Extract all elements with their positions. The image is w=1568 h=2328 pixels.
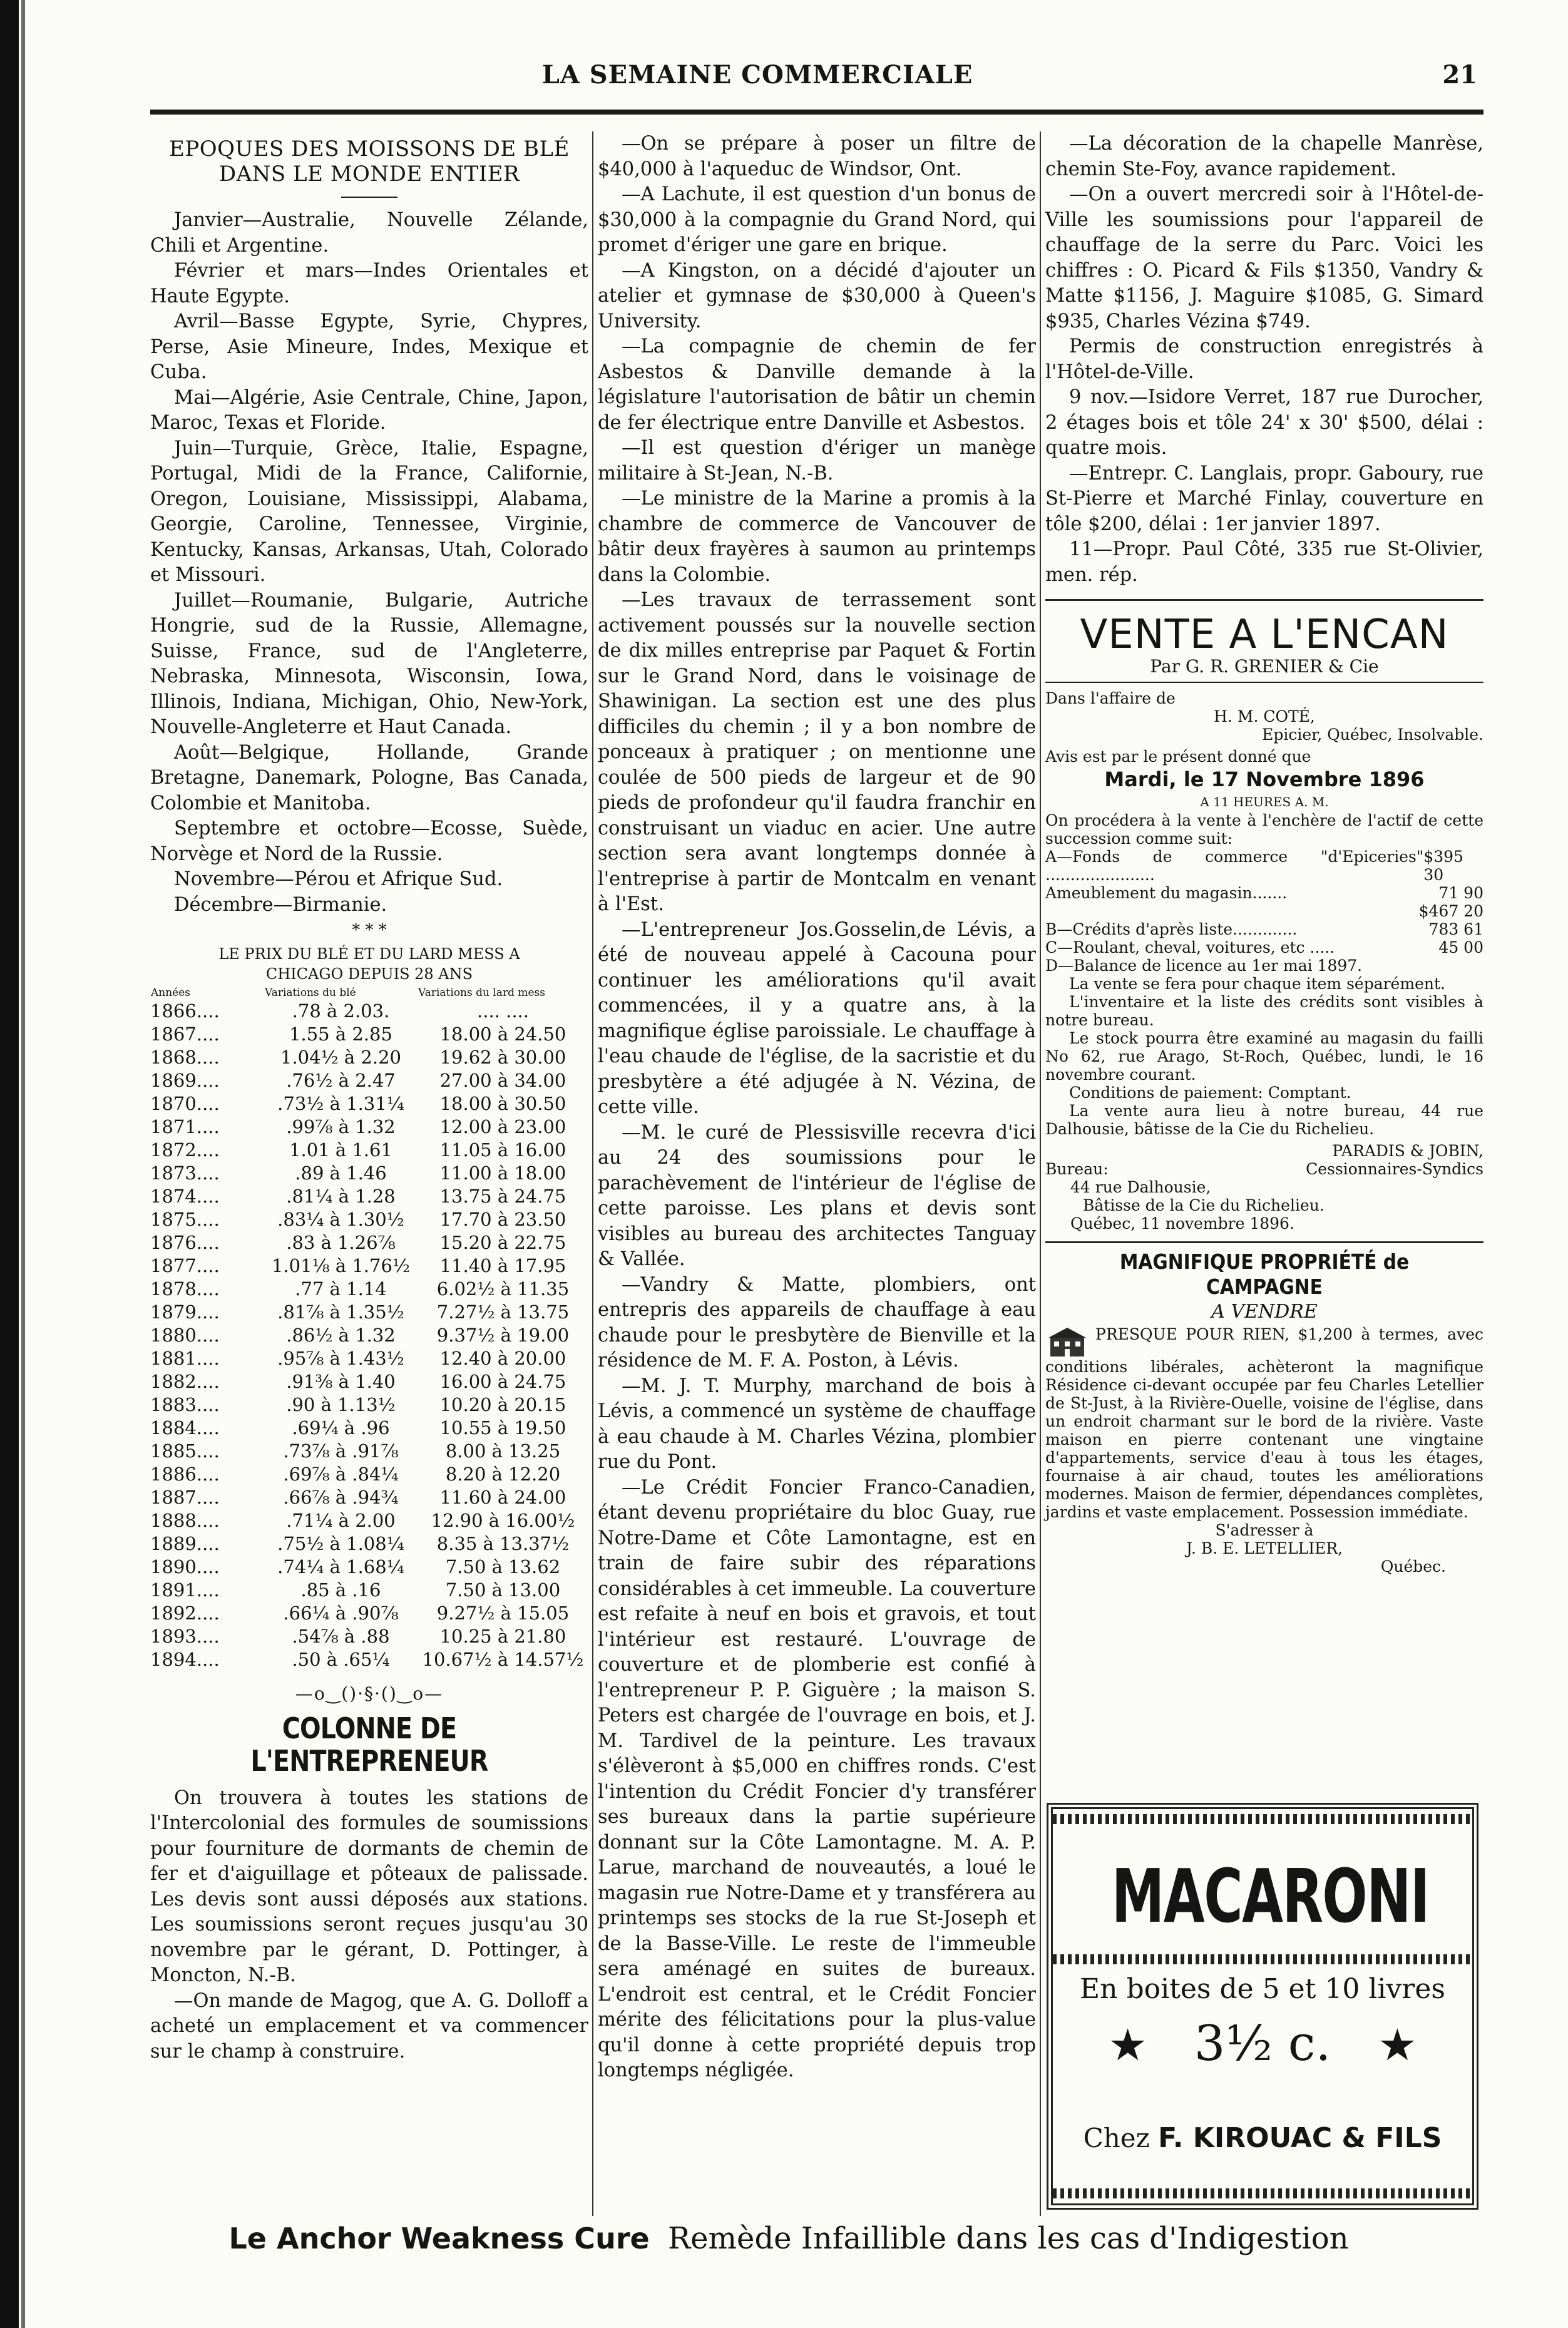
price-year: 1884.... — [150, 1417, 220, 1438]
price-lard: 8.00 à 13.25 — [445, 1440, 561, 1462]
price-ble: .66⅞ à .94¾ — [283, 1487, 399, 1508]
news-item: —M. J. T. Murphy, marchand de bois à Lévis, a commencé un système de chauffage à eau chaude à M. Charles Vézina, plombier rue du Pont. — [598, 1375, 1036, 1473]
affaire-desc: Epicier, Québec, Insolvable. — [1262, 726, 1483, 744]
price-lard: 6.02½ à 11.35 — [436, 1278, 570, 1300]
price-ble: .74¼ à 1.68¼ — [277, 1556, 404, 1577]
section-rule-2 — [1045, 1241, 1483, 1243]
price-ble: .71¼ à 2.00 — [286, 1510, 396, 1531]
col-header-ble: Variations du blé — [265, 987, 356, 999]
moisson-entry: Janvier—Australie, Nouvelle Zélande, Chili et Argentine. — [150, 209, 588, 257]
price-lard: 11.60 à 24.00 — [439, 1487, 566, 1508]
price-row — [150, 1115, 588, 1139]
price-year: 1890.... — [150, 1556, 220, 1577]
price-lard: 12.90 à 16.00½ — [431, 1510, 575, 1531]
column-divider-1 — [592, 131, 593, 2216]
lots-list — [1045, 848, 1483, 975]
price-ble: 1.55 à 2.85 — [289, 1023, 392, 1045]
price-year: 1881.... — [150, 1348, 220, 1369]
price-row — [150, 1278, 588, 1301]
price-ble: .78 à 2.03. — [292, 1000, 390, 1022]
news-item: —Le Crédit Foncier Franco-Canadien, étant devenu propriétaire du bloc Guay, rue Notre-Dame et Côte Lamontagne, est en train de faire subir des réparations considérables à cet immeuble. La couverture est refaite à neuf en bois et gravois, et tout l'intérieur est restauré. L'ouvrage de couverture et de plomberie est confié à l'entrepreneur P. P. Giguère ; la maison S. Peters est chargée de l'ouvrage en bois, et J. M. Tardivel de la peinture. Les travaux s'élèveront à $5,000 en chiffres ronds. C'est l'intention du Crédit Foncier d'y transférer ses bureaux dans la partie supérieure donnant sur la Côte Lamontagne. M. A. P. Larue, marchand de nouveautés, a loué le magasin rue Notre-Dame et y transférera au printemps ses stocks de la rue St-Joseph et de la Basse-Ville. Le reste de l'immeuble sera aménagé en suites de bureaux. L'endroit est central, et le Crédit Foncier mérite des félicitations pour la plus-value qu'il donne à cette propriété depuis trop longtemps négligée. — [598, 1476, 1036, 2081]
footer-tagline: Remède Infaillible dans les cas d'Indigestion — [667, 2221, 1349, 2256]
procedera: On procédera à la vente à l'enchère de l'actif de cette succession comme suit: — [1045, 811, 1483, 848]
lot-row — [1045, 902, 1483, 920]
bureau-row — [1045, 1160, 1483, 1178]
heading-rule — [341, 197, 397, 198]
price-year: 1879.... — [150, 1301, 220, 1323]
lot-amount: 783 61 — [1428, 920, 1483, 938]
price-ble: .50 à .65¼ — [292, 1649, 390, 1670]
column-divider-2 — [1040, 131, 1041, 2216]
bureau-address-1: 44 rue Dalhousie, — [1070, 1178, 1211, 1196]
price-ble: .54⅞ à .88 — [292, 1626, 390, 1647]
local-news-item: 11—Propr. Paul Côté, 335 rue St-Olivier, men. rép. — [1045, 538, 1483, 586]
price-year: 1880.... — [150, 1325, 220, 1346]
journal-title: LA SEMAINE COMMERCIALE — [541, 60, 973, 90]
vente-by: Par G. R. GRENIER & Cie — [1150, 656, 1379, 677]
col-header-annees: Années — [151, 987, 191, 999]
news-item: —Les travaux de terrassement sont activement poussés sur la nouvelle section de dix milles entreprise par Paquet & Fortin sur le Grand Nord, dans le voisinage de Shawinigan. La section est une des plus difficiles du chemin ; il y a bon nombre de ponceaux à pratiquer ; on mentionne une coulée de 500 pieds de largeur et de 90 pieds de profondeur qu'il faudra franchir en construisant un viaduc en acier. Une autre section sera avant longtemps donnée à l'entreprise à partir de Montcalm en venant à l'Est. — [598, 589, 1036, 915]
macaroni-price: 3½ c. — [1194, 2016, 1331, 2072]
lot-row — [1045, 848, 1483, 884]
price-row — [150, 1254, 588, 1278]
price-row — [150, 1046, 588, 1069]
moisson-entry: Novembre—Pérou et Afrique Sud. — [174, 868, 503, 890]
news-item: —M. le curé de Plessisville recevra d'ici au 24 des soumissions pour le parachèvement de l'intérieur de l'église de cette paroisse. Les plans et devis sont visibles au bureau des architectes Tanguay & Vallée. — [598, 1121, 1036, 1270]
price-lard: 11.40 à 17.95 — [439, 1255, 566, 1276]
price-ble: .85 à .16 — [300, 1579, 381, 1601]
price-ble: .73⅞ à .91⅞ — [283, 1440, 399, 1462]
bureau-label: Bureau: — [1045, 1160, 1109, 1178]
lot-amount: $467 20 — [1418, 902, 1483, 920]
chicago-prices-table — [150, 987, 588, 1671]
price-row — [150, 1486, 588, 1509]
ad-border-top — [1053, 1814, 1472, 1824]
price-row — [150, 1579, 588, 1602]
price-row — [150, 1324, 588, 1347]
moissons-list — [150, 208, 588, 918]
lot-row — [1045, 956, 1483, 975]
local-news — [1045, 131, 1483, 588]
price-ble: .89 à 1.46 — [295, 1162, 387, 1184]
price-heading-line-2: CHICAGO DEPUIS 28 ANS — [265, 965, 473, 983]
lot-label: Ameublement du magasin....... — [1045, 884, 1288, 902]
lot-row — [1045, 938, 1483, 956]
price-ble: .99⅞ à 1.32 — [286, 1116, 396, 1137]
sale-date: Mardi, le 17 Novembre 1896 — [1104, 767, 1425, 791]
price-year: 1893.... — [150, 1626, 220, 1647]
price-row — [150, 1370, 588, 1393]
page-number: 21 — [1442, 60, 1477, 90]
price-ble: .83¼ à 1.30½ — [277, 1209, 404, 1230]
price-row — [150, 1069, 588, 1092]
lot-row — [1045, 884, 1483, 902]
price-year: 1870.... — [150, 1093, 220, 1114]
price-year: 1867.... — [150, 1023, 220, 1045]
price-year: 1875.... — [150, 1209, 220, 1230]
footer-ad — [38, 2221, 1540, 2256]
moisson-entry: Décembre—Birmanie. — [174, 893, 387, 916]
price-lard: 10.67½ à 14.57½ — [422, 1649, 584, 1670]
syndics-role: Cessionnaires-Syndics — [1306, 1160, 1483, 1178]
price-ble: .76½ à 2.47 — [286, 1070, 396, 1091]
price-ble: 1.04½ à 2.20 — [280, 1047, 401, 1068]
price-year: 1874.... — [150, 1186, 220, 1207]
price-lard: 10.55 à 19.50 — [439, 1417, 566, 1438]
price-year: 1868.... — [150, 1047, 220, 1068]
price-row — [150, 1301, 588, 1324]
price-lard: 7.50 à 13.00 — [445, 1579, 561, 1601]
ad-border-bottom — [1053, 2188, 1472, 2198]
moissons-heading: EPOQUES DES MOISSONS DE BLÉ DANS LE MONDE ENTIER — [169, 136, 570, 187]
price-lard: 9.27½ à 15.05 — [436, 1602, 570, 1624]
price-lard: 8.35 à 13.37½ — [436, 1533, 570, 1554]
price-lard: 27.00 à 34.00 — [439, 1070, 566, 1091]
house-icon — [1045, 1325, 1089, 1358]
moisson-entry: Juillet—Roumanie, Bulgarie, Autriche Hongrie, sud de la Russie, Allemagne, Suisse, France, sud de l'Angleterre, Nebraska, Minnesota, Wisconsin, Iowa, Illinois, Indiana, Michigan, Ohio, New-York, Nouvelle-Angleterre et Haut Canada. — [150, 589, 588, 738]
price-row — [150, 1139, 588, 1162]
colonne-entrepreneur-title: COLONNE DE L'ENTREPRENEUR — [250, 1711, 488, 1778]
price-ble: .83 à 1.26⅞ — [286, 1232, 396, 1253]
macaroni-chez: Chez — [1083, 2123, 1150, 2153]
price-ble: .73½ à 1.31¼ — [277, 1093, 404, 1114]
news-item: —L'entrepreneur Jos.Gosselin,de Lévis, a été de nouveau appelé à Cacouna pour continuer les améliorations qu'il avait commencées, il y a quatre ans, à la magnifique église paroissiale. Le chauffage à l'eau chaude de l'église, de la sacristie et du presbytère a été adjugée à N. Vézina, de cette ville. — [598, 918, 1036, 1118]
news-item: —La compagnie de chemin de fer Asbestos & Danville demande à la législature l'autorisation de bâtir un chemin de fer électrique entre Danville et Asbestos. — [598, 336, 1036, 434]
macaroni-maker: F. KIROUAC & FILS — [1158, 2122, 1442, 2154]
lot-label: B—Crédits d'après liste............. — [1045, 920, 1298, 938]
lot-label: C—Roulant, cheval, voitures, etc ..... — [1045, 938, 1335, 956]
price-year: 1894.... — [150, 1649, 220, 1670]
local-news-item: —Entrepr. C. Langlais, propr. Gaboury, rue St-Pierre et Marché Finlay, couverture en tôle $200, délai : 1er janvier 1897. — [1045, 462, 1483, 535]
footer-brand: Le Anchor Weakness Cure — [228, 2222, 650, 2255]
local-news-item: Permis de construction enregistrés à l'Hôtel-de-Ville. — [1045, 336, 1483, 383]
price-lard: 7.27½ à 13.75 — [436, 1301, 570, 1323]
lot-label: D—Balance de licence au 1er mai 1897. — [1045, 956, 1363, 975]
vente-notes — [1045, 975, 1483, 1138]
contact-city: Québec. — [1380, 1557, 1446, 1576]
price-lard: 18.00 à 24.50 — [439, 1023, 566, 1045]
vente-note: Conditions de paiement: Comptant. — [1069, 1084, 1351, 1102]
price-year: 1886.... — [150, 1464, 220, 1485]
page-spine-edge — [0, 0, 19, 2328]
entrepreneur-item: —On mande de Magog, que A. G. Dolloff a acheté un emplacement et va commencer sur le champ à construire. — [150, 1989, 588, 2063]
star-icon: ★ — [1108, 2019, 1147, 2071]
macaroni-ad — [1047, 1803, 1478, 2210]
price-row — [150, 1162, 588, 1185]
page-spine-shadow — [21, 0, 25, 2328]
propriete-ad — [1045, 1325, 1483, 1521]
entrepreneur-item: On trouvera à toutes les stations de l'Intercolonial des formules de soumissions pour fourniture de dormants de chemin de fer et d'aiguillage et pôteaux de palissade. Les devis sont aussi déposés aux stations. Les soumissions seront reçues jusqu'au 30 novembre par le gérant, D. Pottinger, à Moncton, N.-B. — [150, 1787, 588, 1986]
price-ble: .69¼ à .96 — [292, 1417, 390, 1438]
section-rule — [1045, 599, 1483, 601]
price-lard: 16.00 à 24.75 — [439, 1371, 566, 1392]
lot-amount: 45 00 — [1438, 938, 1483, 956]
avis: Avis est par le présent donné que — [1045, 747, 1311, 766]
vente-note: La vente se fera pour chaque item séparément. — [1069, 975, 1445, 993]
price-ble: .66¼ à .90⅞ — [283, 1602, 399, 1624]
sadresser: S'adresser à — [1215, 1520, 1314, 1539]
affaire-label: Dans l'affaire de — [1045, 689, 1176, 707]
propriete-text: PRESQUE POUR RIEN, $1,200 à termes, avec conditions libérales, achèteront la magnifique Résidence ci-devant occupée par feu Charles Letellier de St-Just, à la Rivière-Ouelle, voisine de l'église, dans un endroit charmant sur le bord de la rivière. Vaste maison en pierre contenant une vingtaine d'appartements, service d'eau à tous les étages, fournaise à air chaud, toutes les améliorations modernes. Maison de fermier, dépendances complètes, jardins et vaste emplacement. Possession immédiate. — [1045, 1325, 1483, 1521]
price-lard: 9.37½ à 19.00 — [436, 1325, 570, 1346]
price-ble: .90 à 1.13½ — [286, 1394, 396, 1415]
lot-amount: $395 30 — [1423, 848, 1463, 884]
news-item: —On se prépare à poser un filtre de $40,000 à l'aqueduc de Windsor, Ont. — [598, 133, 1036, 180]
price-row — [150, 1556, 588, 1579]
price-lard: 11.00 à 18.00 — [439, 1162, 566, 1184]
price-year: 1866.... — [150, 1000, 220, 1022]
macaroni-line: En boites de 5 et 10 livres — [1080, 1973, 1445, 2005]
moisson-entry: Septembre et octobre—Ecosse, Suède, Norvège et Nord de la Russie. — [150, 818, 588, 865]
price-lard: 8.20 à 12.20 — [445, 1464, 561, 1485]
price-ble: 1.01⅛ à 1.76½ — [271, 1255, 411, 1276]
lot-row — [1045, 920, 1483, 938]
vente-note: Le stock pourra être examiné au magasin du failli No 62, rue Arago, St-Roch, Québec, lundi, le 16 novembre courant. — [1045, 1029, 1483, 1084]
price-year: 1887.... — [150, 1487, 220, 1508]
propriete-title: MAGNIFIQUE PROPRIÉTÉ de CAMPAGNE — [1119, 1249, 1410, 1299]
news-item: —A Lachute, il est question d'un bonus de $30,000 à la compagnie du Grand Nord, qui promet d'ériger une gare en brique. — [598, 183, 1036, 256]
price-ble: 1.01 à 1.61 — [289, 1139, 392, 1161]
price-ble: .81¼ à 1.28 — [286, 1186, 396, 1207]
news-item: —Vandry & Matte, plombiers, ont entrepris des appareils de chauffage à eau chaude pour le presbytère de Bienville et la résidence de M. F. A. Poston, à Lévis. — [598, 1273, 1036, 1372]
price-lard: 7.50 à 13.62 — [445, 1556, 561, 1577]
price-lard: 19.62 à 30.00 — [439, 1047, 566, 1068]
column-1 — [150, 131, 588, 2064]
price-row — [150, 1000, 588, 1023]
price-row — [150, 1625, 588, 1648]
colonne-entrepreneur-text — [150, 1786, 588, 2065]
a-vendre: A VENDRE — [1211, 1301, 1318, 1323]
price-row — [150, 1417, 588, 1440]
price-row — [150, 1532, 588, 1556]
price-ble: .69⅞ à .84¼ — [283, 1464, 399, 1485]
price-lard: .... .... — [477, 1000, 529, 1022]
affaire-name: H. M. COTÉ, — [1214, 707, 1315, 726]
price-row — [150, 1208, 588, 1231]
price-row — [150, 1092, 588, 1115]
price-lard: 13.75 à 24.75 — [439, 1186, 566, 1207]
price-year: 1878.... — [150, 1278, 220, 1300]
macaroni-chez-row — [1053, 2122, 1472, 2154]
bureau-date: Québec, 11 novembre 1896. — [1070, 1214, 1294, 1233]
vente-encan-title: VENTE A L'ENCAN — [1080, 612, 1449, 658]
price-row — [150, 1463, 588, 1486]
price-lard: 18.00 à 30.50 — [439, 1093, 566, 1114]
price-year: 1891.... — [150, 1579, 220, 1601]
vente-rule — [1045, 682, 1483, 683]
local-news-item: —La décoration de la chapelle Manrèse, chemin Ste-Foy, avance rapidement. — [1045, 133, 1483, 180]
ad-border-mid — [1053, 1954, 1472, 1964]
price-row — [150, 1509, 588, 1532]
price-row — [150, 1602, 588, 1625]
price-row — [150, 1393, 588, 1417]
price-year: 1876.... — [150, 1232, 220, 1253]
contact-name: J. B. E. LETELLIER, — [1186, 1539, 1343, 1557]
price-lard: 12.00 à 23.00 — [439, 1116, 566, 1137]
news-item: —Le ministre de la Marine a promis à la chambre de commerce de Vancouver de bâtir deux frayères à saumon au printemps dans la Colombie. — [598, 488, 1036, 586]
local-news-item: —On a ouvert mercredi soir à l'Hôtel-de-Ville les soumissions pour l'appareil de chauffage de la serre du Parc. Voici les chiffres : O. Picard & Fils $1350, Vandry & Matte $1156, J. Maguire $1085, G. Simard $935, Charles Vézina $749. — [1045, 183, 1483, 332]
moisson-entry: Août—Belgique, Hollande, Grande Bretagne, Danemark, Pologne, Bas Canada, Colombie et Manitoba. — [150, 741, 588, 814]
price-year: 1892.... — [150, 1602, 220, 1624]
price-year: 1885.... — [150, 1440, 220, 1462]
price-year: 1871.... — [150, 1116, 220, 1137]
price-ble: .81⅞ à 1.35½ — [277, 1301, 404, 1323]
price-lard: 11.05 à 16.00 — [439, 1139, 566, 1161]
price-year: 1883.... — [150, 1394, 220, 1415]
price-row — [150, 1440, 588, 1463]
syndics-name: PARADIS & JOBIN, — [1332, 1142, 1483, 1160]
macaroni-price-row — [1053, 2016, 1472, 2072]
news-item: —Il est question d'ériger un manège militaire à St-Jean, N.-B. — [598, 437, 1036, 485]
moisson-entry: Avril—Basse Egypte, Syrie, Chypres, Perse, Asie Mineure, Indes, Mexique et Cuba. — [150, 310, 588, 383]
price-year: 1872.... — [150, 1139, 220, 1161]
vente-note: L'inventaire et la liste des crédits sont visibles à notre bureau. — [1045, 993, 1483, 1029]
news-items — [598, 131, 1036, 2084]
header-rule — [150, 110, 1483, 115]
price-year: 1889.... — [150, 1533, 220, 1554]
lot-amount: 71 90 — [1438, 884, 1483, 902]
lot-label: A—Fonds de commerce "d'Epiceries" ...................... — [1045, 848, 1424, 884]
price-row — [150, 1023, 588, 1046]
col-header-lard: Variations du lard mess — [418, 987, 545, 999]
moisson-entry: Juin—Turquie, Grèce, Italie, Espagne, Portugal, Midi de la France, Californie, Oregon, Louisiane, Mississippi, Alabama, Georgie, Caroline, Tennessee, Virginie, Kentucky, Kansas, Arkansas, Utah, Colorado et Missouri. — [150, 437, 588, 586]
price-row — [150, 1347, 588, 1370]
price-ble: .95⅞ à 1.43½ — [277, 1348, 404, 1369]
column-3 — [1045, 131, 1483, 1576]
price-ble: .75½ à 1.08¼ — [277, 1533, 404, 1554]
price-lard: 12.40 à 20.00 — [439, 1348, 566, 1369]
price-year: 1888.... — [150, 1510, 220, 1531]
local-news-item: 9 nov.—Isidore Verret, 187 rue Durocher, 2 étages bois et tôle 24' x 30' $500, délai : quatre mois. — [1045, 386, 1483, 459]
price-row — [150, 1185, 588, 1208]
price-lard: 15.20 à 22.75 — [439, 1232, 566, 1253]
price-lard: 17.70 à 23.50 — [439, 1209, 566, 1230]
price-ble: .77 à 1.14 — [295, 1278, 387, 1300]
macaroni-title: MACARONI — [1111, 1853, 1430, 1939]
price-ble: .91⅜ à 1.40 — [286, 1371, 396, 1392]
bureau-address-2: Bâtisse de la Cie du Richelieu. — [1083, 1196, 1325, 1214]
price-ble: .86½ à 1.32 — [286, 1325, 396, 1346]
section-ornament: —o‿()·§·()‿o— — [295, 1683, 444, 1704]
price-year: 1873.... — [150, 1162, 220, 1184]
price-lard: 10.25 à 21.80 — [439, 1626, 566, 1647]
price-row — [150, 1648, 588, 1671]
moisson-entry: Février et mars—Indes Orientales et Haute Egypte. — [150, 260, 588, 307]
column-2 — [598, 131, 1036, 2084]
star-icon: ★ — [1378, 2019, 1417, 2071]
price-year: 1877.... — [150, 1255, 220, 1276]
asterism: * * * — [352, 921, 387, 940]
page-header — [38, 60, 1477, 98]
price-lard: 10.20 à 20.15 — [439, 1394, 566, 1415]
price-year: 1869.... — [150, 1070, 220, 1091]
news-item: —A Kingston, on a décidé d'ajouter un atelier et gymnase de $30,000 à Queen's University. — [598, 259, 1036, 332]
price-year: 1882.... — [150, 1371, 220, 1392]
vente-note: La vente aura lieu à notre bureau, 44 rue Dalhousie, bâtisse de la Cie du Richelieu. — [1045, 1102, 1483, 1138]
moisson-entry: Mai—Algérie, Asie Centrale, Chine, Japon, Maroc, Texas et Floride. — [150, 386, 588, 434]
price-heading-line-1: LE PRIX DU BLÉ ET DU LARD MESS A — [218, 945, 520, 963]
price-row — [150, 1231, 588, 1254]
sale-hour: A 11 HEURES A. M. — [1200, 794, 1329, 809]
